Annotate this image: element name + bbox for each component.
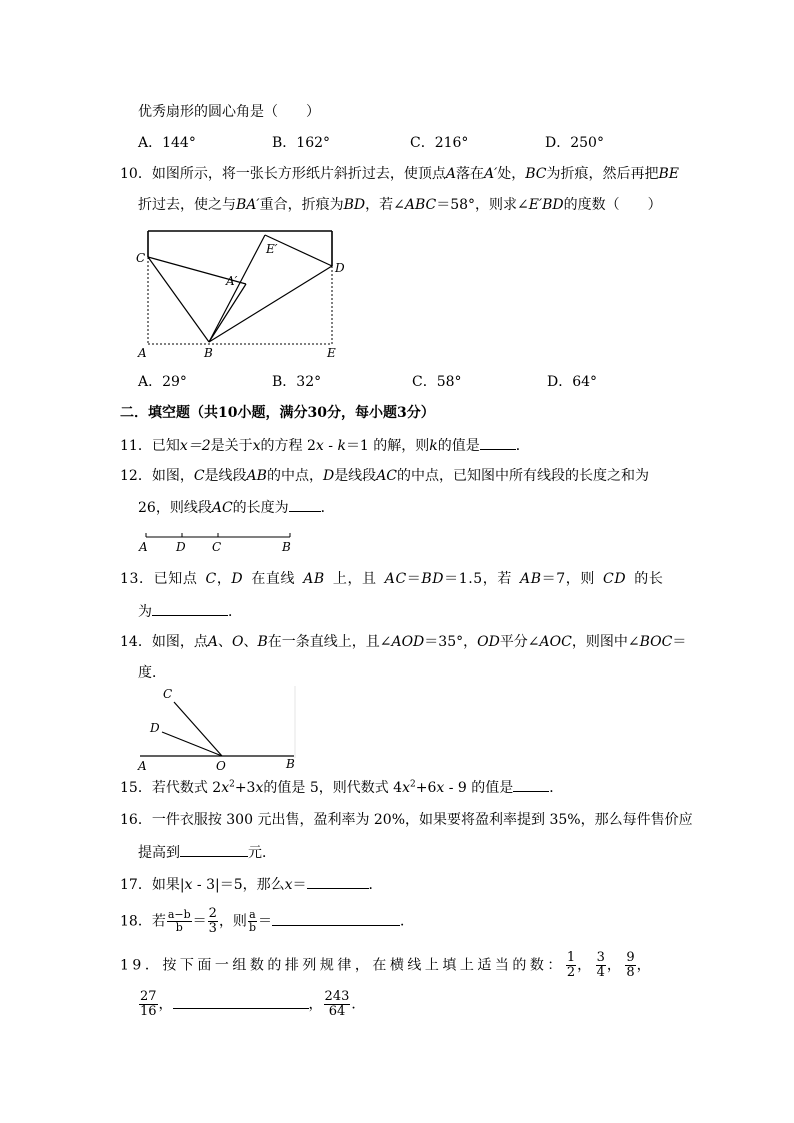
q12-answer-blank[interactable] bbox=[289, 497, 321, 512]
q10-label-a2: A′ bbox=[226, 274, 238, 288]
q13-line1: 13．已知点 C，D 在直线 AB 上，且 AC＝BD＝1.5，若 AB＝7，则 CD 的长 bbox=[120, 571, 664, 587]
q14-label-c: C bbox=[163, 687, 173, 701]
q10-line-a2-b bbox=[209, 284, 246, 342]
q12-label-a: A bbox=[139, 540, 148, 554]
q16-line1: 16．一件衣服按 300 元出售，盈利率为 20%，如果要将盈利率提到 35%，那么每件售价应 bbox=[120, 812, 693, 828]
q12-label-c: C bbox=[212, 540, 222, 554]
q9-option-d: D．250° bbox=[545, 135, 604, 151]
q18-answer-blank[interactable] bbox=[272, 911, 400, 926]
q16-line2: 提高到 元． bbox=[138, 842, 276, 863]
q19-fraction-1: $\frac{1}{2}$ bbox=[566, 950, 576, 980]
q16-answer-blank[interactable] bbox=[180, 842, 248, 857]
q18-fraction-1: $\frac{a-b}{b}$ bbox=[167, 908, 191, 934]
q14-line1: 14．如图，点A、O、B在一条直线上，且∠AOD＝35°，OD平分∠AOC，则图中∠BOC＝ bbox=[120, 634, 687, 650]
q19-line1: 19．按下面一组数的排列规律，在横线上填上适当的数： $\frac{1}{2}$ ， $\frac{3}{4}$ ， $\frac{9}{8}$ ， bbox=[120, 950, 655, 980]
q19-line2: $\frac{27}{16}$ ， ， $\frac{243}{64}$ ． bbox=[140, 989, 366, 1019]
q15-answer-blank[interactable] bbox=[513, 777, 549, 792]
q13-line2: 为 ． bbox=[138, 601, 242, 622]
q10-label-b: B bbox=[204, 346, 213, 360]
q13-answer-blank[interactable] bbox=[152, 601, 228, 616]
q14-ray-oc bbox=[174, 702, 222, 756]
q10-label-c: C bbox=[136, 251, 146, 265]
q14-label-d: D bbox=[150, 721, 160, 735]
q14-label-a: A bbox=[138, 759, 147, 772]
q11: 11．已知x＝2是关于x的方程 2x - k＝1 的解，则k的值是 ． bbox=[120, 435, 530, 456]
q14-line2: 度． bbox=[138, 665, 166, 681]
q19-fraction-2: $\frac{3}{4}$ bbox=[596, 950, 605, 980]
q11-answer-blank[interactable] bbox=[480, 435, 516, 450]
q10-option-c: C．58° bbox=[412, 374, 462, 390]
q12-line1: 12．如图，C是线段AB的中点，D是线段AC的中点，已知图中所有线段的长度之和为 bbox=[120, 468, 650, 484]
q14-ray-od bbox=[162, 732, 222, 756]
q12-label-d: D bbox=[176, 540, 186, 554]
q18: 18．若 $\frac{a-b}{b}$ ＝ $\frac{2}{3}$ ，则 $\frac{a}{b}$ ＝ ． bbox=[120, 906, 414, 936]
q10-label-a: A bbox=[138, 346, 147, 360]
q10-line-b-e2 bbox=[209, 235, 265, 342]
q10-line-c-b bbox=[148, 257, 209, 342]
q10-option-b: B．32° bbox=[272, 374, 322, 390]
q17-answer-blank[interactable] bbox=[307, 874, 369, 889]
q18-fraction-2: $\frac{2}{3}$ bbox=[208, 906, 217, 936]
q12-figure bbox=[136, 526, 296, 554]
q19-fraction-3: $\frac{9}{8}$ bbox=[626, 950, 635, 980]
q18-fraction-3: $\frac{a}{b}$ bbox=[248, 908, 256, 934]
q10-label-d: D bbox=[335, 261, 345, 275]
q10-label-e2: E′ bbox=[266, 242, 278, 256]
q14-label-o: O bbox=[216, 759, 226, 772]
q9-option-b: B．162° bbox=[272, 135, 331, 151]
q12-label-b: B bbox=[282, 540, 291, 554]
q10-line2: 折过去，使之与BA′重合，折痕为BD，若∠ABC＝58°，则求∠E′BD的度数（ ） bbox=[138, 197, 662, 213]
q10-label-e: E bbox=[327, 346, 336, 360]
q10-line1: 10．如图所示，将一张长方形纸片斜折过去，使顶点A落在A′处，BC为折痕，然后再把BE bbox=[120, 166, 680, 182]
q15: 15．若代数式 $2x^2+3x$的值是 5，则代数式 $4x^2+6x - 9$ 的值是 ． bbox=[120, 777, 563, 798]
q19-fraction-4: $\frac{27}{16}$ bbox=[140, 989, 157, 1019]
q9-option-a: A．144° bbox=[138, 135, 196, 151]
q10-figure bbox=[134, 224, 346, 364]
section-title-fill-in: 二．填空题（共10小题，满分30分，每小题3分） bbox=[120, 405, 435, 421]
q19-fraction-5: $\frac{243}{64}$ bbox=[324, 989, 350, 1019]
q12-line2: 26，则线段AC的长度为 ． bbox=[138, 497, 335, 518]
q10-option-d: D．64° bbox=[547, 374, 598, 390]
q17: 17．如果|x - 3|＝5，那么x＝ ． bbox=[120, 874, 383, 895]
q9-option-c: C．216° bbox=[410, 135, 469, 151]
q9-tail: 优秀扇形的圆心角是（ ） bbox=[138, 104, 320, 120]
q14-figure bbox=[134, 684, 300, 772]
q14-label-b: B bbox=[286, 757, 295, 771]
q19-answer-blank[interactable] bbox=[173, 994, 309, 1009]
q10-option-a: A．29° bbox=[138, 374, 187, 390]
